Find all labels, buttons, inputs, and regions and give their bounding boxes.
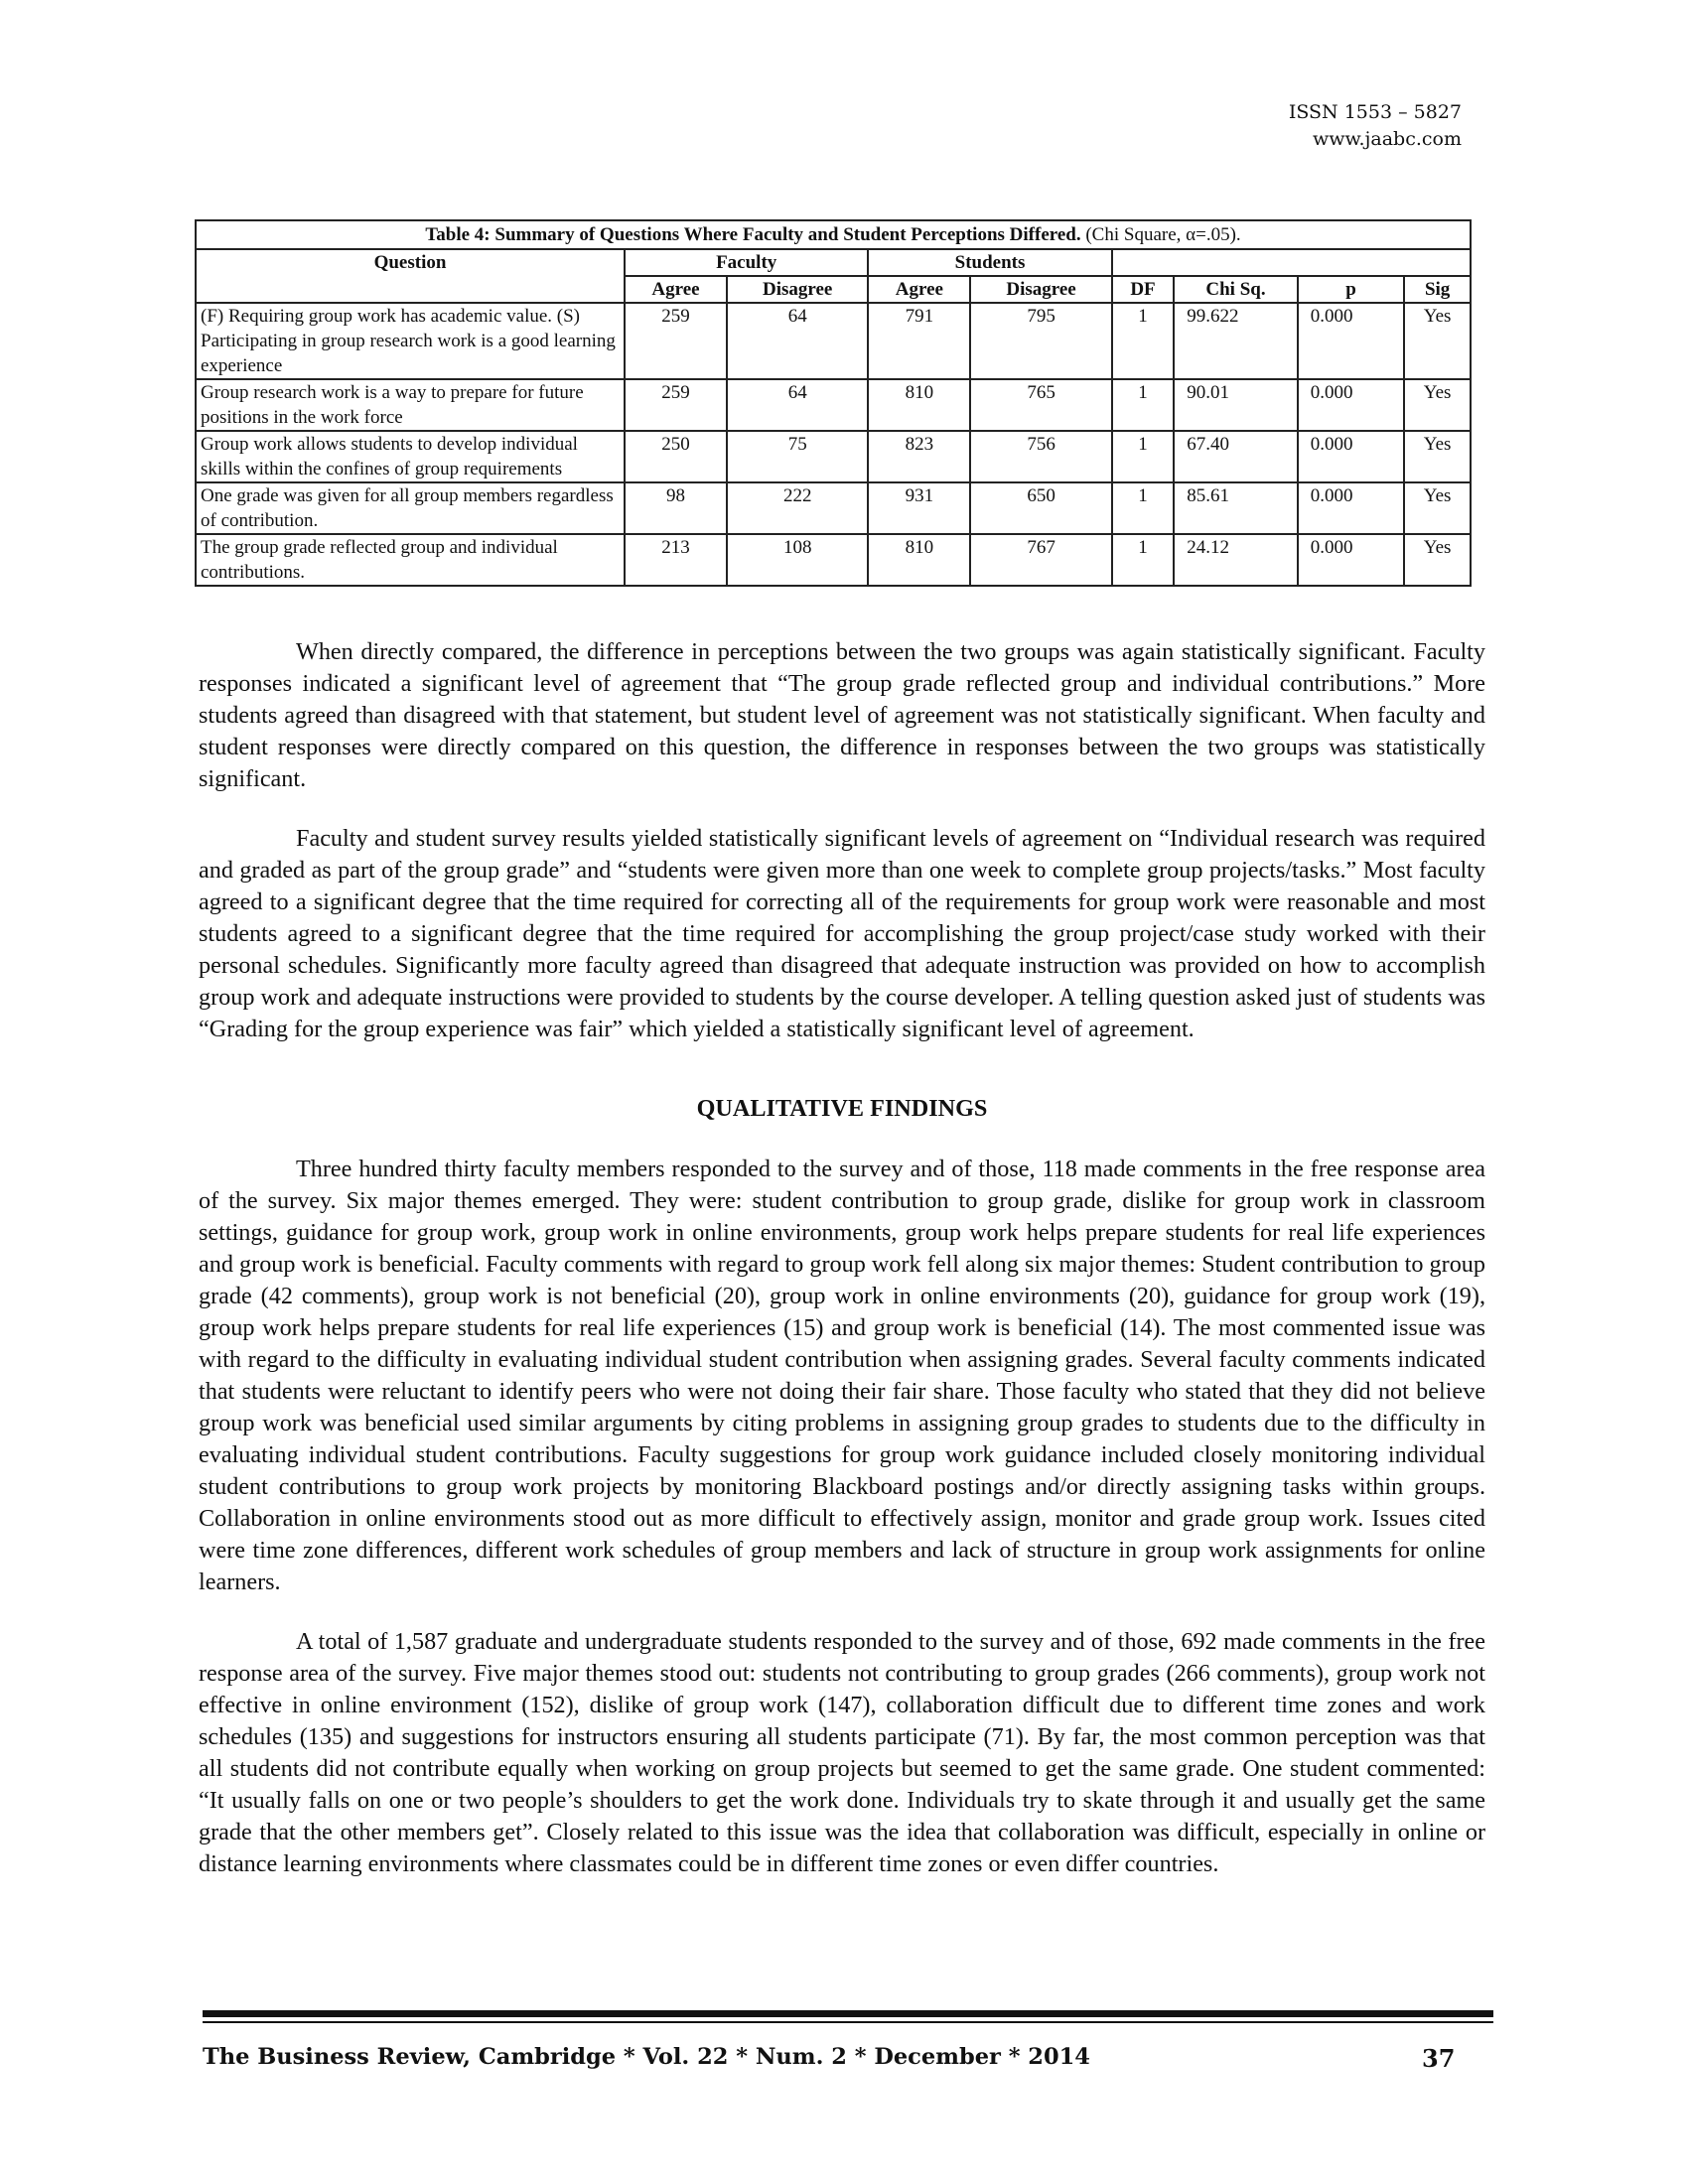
cell-p: 0.000 xyxy=(1298,431,1405,482)
cell-question: Group work allows students to develop individual skills within the confines of group requirements xyxy=(196,431,625,482)
table-row xyxy=(196,303,1471,379)
header-faculty-disagree: Disagree xyxy=(727,276,868,303)
header-chi-sq: Chi Sq. xyxy=(1174,276,1297,303)
cell-faculty-disagree: 75 xyxy=(727,431,868,482)
paragraph-faculty-themes: Three hundred thirty faculty members responded to the survey and of those, 118 made comments in the free response area of the survey. Six major themes emerged. They were: student contribution to group grade, dislike for group work in classroom settings, guidance for group work, group work in online environments, group work helps prepare students for real life experiences and group work is beneficial. Faculty comments with regard to group work fell along six major themes: Student contribution to group grade (42 comments), group work is not beneficial (20), group work in online environments (20), guidance for group work (19), group work helps prepare students for real life experiences (15) and group work is beneficial (14). The most commented issue was with regard to the difficulty in evaluating individual student contribution when assigning grades. Several faculty comments indicated that students were reluctant to identify peers who were not doing their fair share. Those faculty who stated that they did not believe group work was beneficial used similar arguments by citing problems in assigning group grades to students due to the difficulty in evaluating individual student contributions. Faculty suggestions for group work guidance included closely monitoring individual student contributions to group work projects by monitoring Blackboard postings and/or directly assigning tasks within groups. Collaboration in online environments stood out as more difficult to effectively assign, monitor and grade group work. Issues cited were time zone differences, different work schedules of group members and lack of structure in group work assignments for online learners. xyxy=(199,1156,1485,1595)
cell-faculty-agree: 98 xyxy=(625,482,727,534)
cell-question: (F) Requiring group work has academic value. (S) Participating in group research work is a good learning experience xyxy=(196,303,625,379)
header-sig: Sig xyxy=(1404,276,1471,303)
header-students-agree: Agree xyxy=(868,276,970,303)
table-group-header-row xyxy=(196,249,1471,276)
cell-students-disagree: 795 xyxy=(970,303,1111,379)
section-heading: QUALITATIVE FINDINGS xyxy=(696,1095,988,1122)
cell-chi-sq: 67.40 xyxy=(1174,431,1297,482)
cell-chi-sq: 85.61 xyxy=(1174,482,1297,534)
cell-p: 0.000 xyxy=(1298,303,1405,379)
cell-faculty-agree: 259 xyxy=(625,379,727,431)
cell-students-agree: 931 xyxy=(868,482,970,534)
cell-sig: Yes xyxy=(1404,303,1471,379)
cell-sig: Yes xyxy=(1404,379,1471,431)
cell-faculty-disagree: 222 xyxy=(727,482,868,534)
header-question: Question xyxy=(196,249,625,276)
cell-students-agree: 791 xyxy=(868,303,970,379)
table-caption xyxy=(196,220,1471,249)
cell-chi-sq: 24.12 xyxy=(1174,534,1297,586)
cell-df: 1 xyxy=(1112,431,1175,482)
table-row xyxy=(196,534,1471,586)
cell-chi-sq: 90.01 xyxy=(1174,379,1297,431)
header-blank xyxy=(1112,249,1471,276)
table-row xyxy=(196,431,1471,482)
cell-df: 1 xyxy=(1112,534,1175,586)
header-faculty: Faculty xyxy=(625,249,868,276)
page-number: 37 xyxy=(1422,2044,1456,2073)
cell-p: 0.000 xyxy=(1298,534,1405,586)
footer-rule-thick xyxy=(203,2010,1493,2017)
table-4 xyxy=(195,219,1472,587)
cell-p: 0.000 xyxy=(1298,482,1405,534)
cell-faculty-agree: 213 xyxy=(625,534,727,586)
cell-p: 0.000 xyxy=(1298,379,1405,431)
cell-students-agree: 823 xyxy=(868,431,970,482)
cell-chi-sq: 99.622 xyxy=(1174,303,1297,379)
cell-df: 1 xyxy=(1112,303,1175,379)
cell-df: 1 xyxy=(1112,379,1175,431)
cell-faculty-disagree: 108 xyxy=(727,534,868,586)
header-students: Students xyxy=(868,249,1111,276)
table-sub-header-row xyxy=(196,276,1471,303)
issn-number: ISSN 1553 – 5827 xyxy=(1288,101,1462,123)
paragraph-survey-results: Faculty and student survey results yielded statistically significant levels of agreement on “Individual research was required and graded as part of the group grade” and “students were given more than one week to complete group projects/tasks.” Most faculty agreed to a significant degree that the time required for correcting all of the requirements for group work were reasonable and most students agreed to a significant degree that the time required for accomplishing the group project/case study worked with their personal schedules. Significantly more faculty agreed than disagreed that adequate instruction was provided on how to accomplish group work and adequate instructions were provided to students by the course developer. A telling question asked just of students was “Grading for the group experience was fair” which yielded a statistically significant level of agreement. xyxy=(199,825,1485,1042)
cell-students-disagree: 650 xyxy=(970,482,1111,534)
cell-students-disagree: 765 xyxy=(970,379,1111,431)
issn-header xyxy=(1289,99,1462,153)
cell-faculty-agree: 259 xyxy=(625,303,727,379)
cell-faculty-agree: 250 xyxy=(625,431,727,482)
footer-journal-citation: The Business Review, Cambridge * Vol. 22 * Num. 2 * December * 2014 xyxy=(203,2044,1090,2070)
table-row xyxy=(196,379,1471,431)
journal-website: www.jaabc.com xyxy=(1312,128,1462,150)
cell-students-agree: 810 xyxy=(868,534,970,586)
footer-rule-thin xyxy=(203,2021,1493,2023)
header-p: p xyxy=(1298,276,1405,303)
cell-students-disagree: 767 xyxy=(970,534,1111,586)
cell-faculty-disagree: 64 xyxy=(727,379,868,431)
cell-question: Group research work is a way to prepare for future positions in the work force xyxy=(196,379,625,431)
cell-df: 1 xyxy=(1112,482,1175,534)
cell-sig: Yes xyxy=(1404,482,1471,534)
table-caption-row xyxy=(196,220,1471,249)
body-section-lower xyxy=(199,1154,1485,1908)
cell-students-disagree: 756 xyxy=(970,431,1111,482)
header-question-blank xyxy=(196,276,625,303)
body-section-upper xyxy=(199,636,1485,1073)
header-students-disagree: Disagree xyxy=(970,276,1111,303)
cell-sig: Yes xyxy=(1404,431,1471,482)
cell-question: The group grade reflected group and individual contributions. xyxy=(196,534,625,586)
cell-sig: Yes xyxy=(1404,534,1471,586)
paragraph-student-themes: A total of 1,587 graduate and undergraduate students responded to the survey and of those, 692 made comments in the free response area of the survey. Five major themes stood out: students not contributing to group grades (266 comments), group work not effective in online environment (152), dislike of group work (147), collaboration difficult due to different time zones and work schedules (135) and suggestions for instructors ensuring all students participate (71). By far, the most common perception was that all students did not contribute equally when working on group projects but seemed to get the same grade. One student commented: “It usually falls on one or two people’s shoulders to get the work done. Individuals try to skate through it and usually get the same grade that the other members get”. Closely related to this issue was the idea that collaboration was difficult, especially in online or distance learning environments where classmates could be in different time zones or even differ countries. xyxy=(199,1628,1485,1877)
cell-students-agree: 810 xyxy=(868,379,970,431)
table-row xyxy=(196,482,1471,534)
header-faculty-agree: Agree xyxy=(625,276,727,303)
table-caption-note: (Chi Square, α=.05). xyxy=(1085,224,1241,245)
header-df: DF xyxy=(1112,276,1175,303)
cell-faculty-disagree: 64 xyxy=(727,303,868,379)
paragraph-comparison: When directly compared, the difference in perceptions between the two groups was again statistically significant. Faculty responses indicated a significant level of agreement that “The group grade reflected group and individual contributions.” More students agreed than disagreed with that statement, but student level of agreement was not statistically significant. When faculty and student responses were directly compared on this question, the difference in responses between the two groups was statistically significant. xyxy=(199,638,1485,792)
table-caption-title: Table 4: Summary of Questions Where Faculty and Student Perceptions Differed. xyxy=(425,224,1081,245)
cell-question: One grade was given for all group members regardless of contribution. xyxy=(196,482,625,534)
